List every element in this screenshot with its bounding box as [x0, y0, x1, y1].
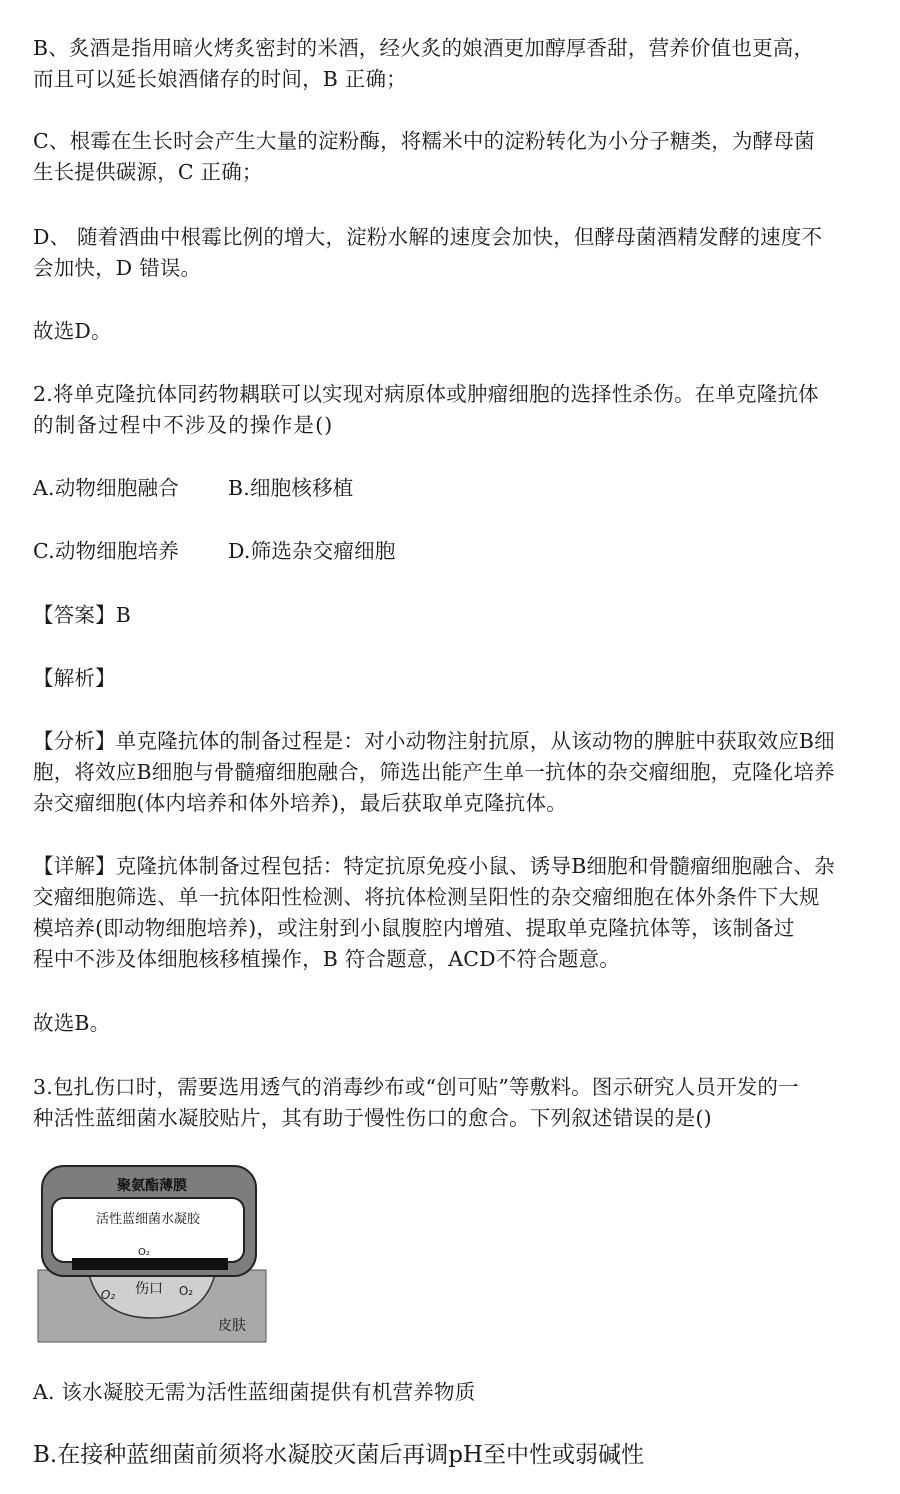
question2-analysis-line2: 胞，将效应B细胞与骨髓瘤细胞融合，筛选出能产生单一抗体的杂交瘤细胞，克隆化培养	[33, 760, 835, 784]
question2-option-c: C.动物细胞培养	[33, 539, 180, 563]
o2-right-label: O₂	[178, 1284, 194, 1298]
question2-detail-line2: 交瘤细胞筛选、单一抗体阳性检测、将抗体检测呈阳性的杂交瘤细胞在体外条件下大规	[33, 885, 820, 909]
question2-detail-line4: 程中不涉及体细胞核移植操作，B 符合题意，ACD不符合题意。	[33, 947, 621, 971]
question2-stem-line1: 2.将单克隆抗体同药物耦联可以实现对病原体或肿瘤细胞的选择性杀伤。在单克隆抗体	[33, 382, 819, 406]
o2-top-label: O₂	[138, 1247, 150, 1258]
explanation-d-line1: D、 随着酒曲中根霉比例的增大，淀粉水解的速度会加快，但酵母菌酒精发酵的速度不	[33, 225, 823, 249]
question2-detail-line1: 【详解】克隆抗体制备过程包括：特定抗原免疫小鼠、诱导B细胞和骨髓瘤细胞融合、杂	[33, 854, 835, 878]
question2-detail-line3: 模培养(即动物细胞培养)，或注射到小鼠腹腔内增殖、提取单克隆抗体等，该制备过	[33, 916, 795, 940]
question2-stem-line2: 的制备过程中不涉及的操作是()	[33, 413, 334, 437]
question2-analysis-line3: 杂交瘤细胞(体内培养和体外培养)，最后获取单克隆抗体。	[33, 791, 567, 815]
question2-options-row2	[33, 536, 396, 567]
gel-label: 活性蓝细菌水凝胶	[95, 1212, 201, 1227]
question2-option-a: A.动物细胞融合	[33, 476, 179, 500]
question2-option-b: B.细胞核移植	[228, 476, 354, 500]
question2-option-d: D.筛选杂交瘤细胞	[228, 539, 396, 563]
question2-analysis-line1: 【分析】单克隆抗体的制备过程是：对小动物注射抗原，从该动物的脾脏中获取效应B细	[33, 729, 835, 753]
question2-options-row1	[33, 473, 354, 504]
question2-analysis-heading: 【解析】	[33, 666, 116, 690]
hydrogel-patch-diagram	[36, 1160, 268, 1344]
conclusion-choose-b: 故选B。	[33, 1011, 111, 1035]
explanation-c-line2: 生长提供碳源，C 正确；	[33, 160, 263, 184]
wound-label: 伤口	[135, 1281, 163, 1297]
explanation-b-line1: B、炙酒是指用暗火烤炙密封的米酒，经火炙的娘酒更加醇厚香甜，营养价值也更高，	[33, 36, 815, 60]
question3-stem-line2: 种活性蓝细菌水凝胶贴片，其有助于慢性伤口的愈合。下列叙述错误的是()	[33, 1106, 712, 1130]
contact-band	[72, 1258, 228, 1270]
film-label: 聚氨酯薄膜	[117, 1178, 187, 1194]
explanation-b-line2: 而且可以延长娘酒储存的时间，B 正确；	[33, 67, 407, 91]
question2-answer: 【答案】B	[33, 603, 132, 627]
conclusion-choose-d: 故选D。	[33, 319, 112, 343]
skin-label: 皮肤	[218, 1318, 246, 1334]
o2-left-label: O₂	[100, 1288, 116, 1302]
explanation-d-line2: 会加快，D 错误。	[33, 256, 202, 280]
explanation-c-line1: C、根霉在生长时会产生大量的淀粉酶，将糯米中的淀粉转化为小分子糖类，为酵母菌	[33, 129, 815, 153]
question3-option-a: A. 该水凝胶无需为活性蓝细菌提供有机营养物质	[33, 1380, 476, 1404]
question3-stem-line1: 3.包扎伤口时，需要选用透气的消毒纱布或“创可贴”等敷料。图示研究人员开发的一	[33, 1075, 799, 1099]
question3-option-b: B.在接种蓝细菌前须将水凝胶灭菌后再调pH至中性或弱碱性	[33, 1442, 644, 1468]
